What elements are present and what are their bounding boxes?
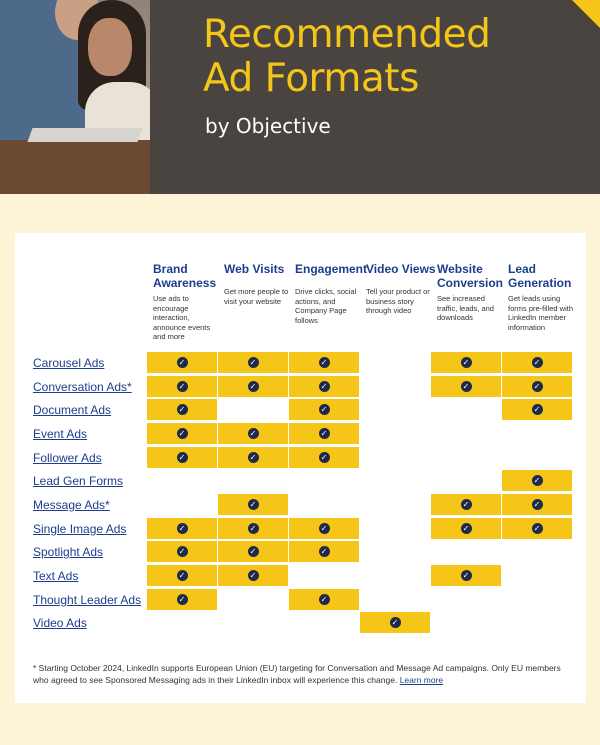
ad-format-link[interactable]: Message Ads*: [33, 497, 110, 512]
check-icon: ✓: [532, 523, 543, 534]
format-objective-cell: [147, 541, 217, 562]
format-objective-cell: [502, 470, 572, 491]
check-icon: ✓: [177, 428, 188, 439]
check-icon: ✓: [461, 381, 472, 392]
objective-title: Website Conversion: [437, 262, 504, 290]
ad-format-link[interactable]: Thought Leader Ads: [33, 592, 142, 607]
check-icon: ✓: [248, 357, 259, 368]
objective-title: Lead Generation: [508, 262, 572, 290]
format-objective-cell: [431, 494, 501, 515]
check-icon: ✓: [177, 523, 188, 534]
check-icon: ✓: [248, 499, 259, 510]
check-icon: ✓: [319, 428, 330, 439]
corner-accent: [572, 0, 600, 28]
check-icon: ✓: [532, 475, 543, 486]
objective-header: [508, 262, 578, 332]
page-subtitle: by Objective: [205, 114, 331, 138]
objective-title: Brand Awareness: [153, 262, 217, 290]
objective-title: Video Views: [366, 262, 436, 276]
format-objective-cell: [360, 612, 430, 633]
ad-format-link[interactable]: Spotlight Ads: [33, 545, 104, 560]
format-objective-cell: [502, 399, 572, 420]
format-objective-cell: [218, 565, 288, 586]
ad-format-link[interactable]: Document Ads: [33, 403, 112, 418]
format-objective-cell: [218, 376, 288, 397]
format-objective-cell: [147, 423, 217, 444]
check-icon: ✓: [319, 404, 330, 415]
ad-format-link[interactable]: Video Ads: [33, 616, 87, 631]
page-title: Recommended Ad Formats: [203, 12, 491, 101]
format-objective-cell: [218, 541, 288, 562]
objective-header: [224, 262, 294, 306]
format-objective-cell: [431, 518, 501, 539]
check-icon: ✓: [177, 546, 188, 557]
check-icon: ✓: [461, 570, 472, 581]
check-icon: ✓: [532, 499, 543, 510]
ad-format-link[interactable]: Lead Gen Forms: [33, 474, 124, 489]
check-icon: ✓: [319, 546, 330, 557]
ad-format-link[interactable]: Single Image Ads: [33, 521, 127, 536]
objective-description: Tell your product or business story through video: [366, 287, 430, 315]
check-icon: ✓: [248, 570, 259, 581]
ad-format-link[interactable]: Text Ads: [33, 568, 79, 583]
check-icon: ✓: [461, 357, 472, 368]
check-icon: ✓: [177, 570, 188, 581]
objective-description: See increased traffic, leads, and downloads: [437, 294, 494, 322]
format-objective-cell: [218, 518, 288, 539]
format-objective-cell: [218, 352, 288, 373]
check-icon: ✓: [461, 499, 472, 510]
objective-header: [295, 262, 368, 325]
ad-format-link[interactable]: Carousel Ads: [33, 356, 105, 370]
objective-description: Get leads using forms pre-filled with LinkedIn member information: [508, 294, 574, 332]
format-objective-cell: [147, 589, 217, 610]
check-icon: ✓: [248, 428, 259, 439]
learn-more-link[interactable]: Learn more: [399, 675, 444, 685]
check-icon: ✓: [319, 381, 330, 392]
objective-title: Engagement: [295, 262, 368, 276]
format-objective-cell: [147, 518, 217, 539]
format-objective-cell: [289, 352, 359, 373]
check-icon: ✓: [248, 546, 259, 557]
format-objective-cell: [147, 447, 217, 468]
ad-format-link[interactable]: Event Ads: [33, 426, 88, 441]
format-objective-cell: [502, 376, 572, 397]
format-objective-cell: [502, 518, 572, 539]
check-icon: ✓: [177, 357, 188, 368]
format-objective-cell: [289, 399, 359, 420]
check-icon: ✓: [532, 404, 543, 415]
format-objective-cell: [218, 494, 288, 515]
format-objective-cell: [502, 494, 572, 515]
ad-format-link[interactable]: Follower Ads: [33, 450, 102, 465]
check-icon: ✓: [532, 357, 543, 368]
ad-format-link[interactable]: Conversation Ads*: [33, 379, 132, 394]
objective-header: [366, 262, 436, 316]
check-icon: ✓: [177, 404, 188, 415]
format-objective-cell: [289, 423, 359, 444]
objective-header: [153, 262, 223, 342]
format-objective-cell: [431, 376, 501, 397]
format-objective-cell: [289, 589, 359, 610]
header-photo: [0, 0, 150, 194]
check-icon: ✓: [177, 594, 188, 605]
format-objective-cell: [431, 352, 501, 373]
check-icon: ✓: [319, 357, 330, 368]
format-objective-cell: [289, 541, 359, 562]
format-objective-cell: [289, 518, 359, 539]
format-objective-cell: [289, 376, 359, 397]
objective-description: Use ads to encourage interaction, announce events and more: [153, 294, 211, 341]
format-objective-cell: [289, 447, 359, 468]
format-objective-cell: [218, 423, 288, 444]
format-objective-cell: [147, 565, 217, 586]
format-objective-cell: [147, 376, 217, 397]
check-icon: ✓: [248, 523, 259, 534]
objective-title: Web Visits: [224, 262, 285, 276]
check-icon: ✓: [319, 594, 330, 605]
header-banner: [0, 0, 600, 194]
check-icon: ✓: [248, 452, 259, 463]
check-icon: ✓: [177, 381, 188, 392]
objective-description: Get more people to visit your website: [224, 287, 289, 306]
format-objective-cell: [218, 447, 288, 468]
check-icon: ✓: [461, 523, 472, 534]
objective-header: [437, 262, 507, 323]
check-icon: ✓: [319, 523, 330, 534]
format-objective-cell: [147, 399, 217, 420]
check-icon: ✓: [319, 452, 330, 463]
check-icon: ✓: [390, 617, 401, 628]
format-objective-cell: [147, 352, 217, 373]
footnote: * Starting October 2024, LinkedIn supports European Union (EU) targeting for Conversation and Message Ad campaigns. Only EU members who agreed to see Sponsored Messaging ads in their LinkedIn inbox will experience this change. Learn more: [33, 663, 561, 685]
check-icon: ✓: [248, 381, 259, 392]
format-objective-cell: [431, 565, 501, 586]
check-icon: ✓: [177, 452, 188, 463]
format-objective-cell: [502, 352, 572, 373]
check-icon: ✓: [532, 381, 543, 392]
objective-description: Drive clicks, social actions, and Company Page follows: [295, 287, 357, 325]
